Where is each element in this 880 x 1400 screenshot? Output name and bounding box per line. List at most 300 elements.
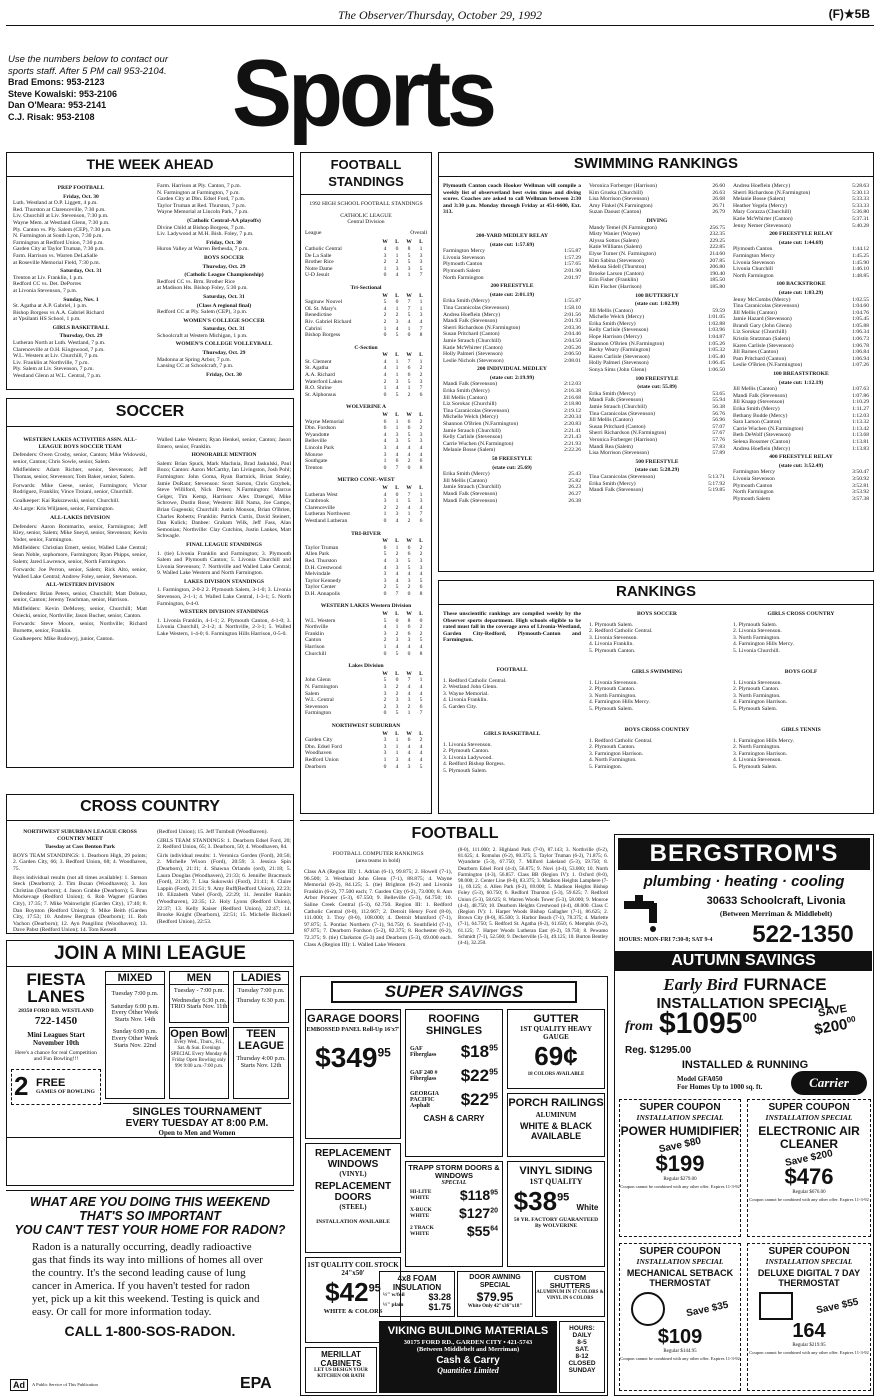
team-stat: 5 (395, 391, 399, 398)
team-stat: 5 (419, 637, 423, 644)
team-stat: 2 (419, 418, 423, 425)
result-row (443, 268, 581, 275)
result-value: 1:05.32 (708, 347, 725, 354)
result-value: 5:37.31 (852, 215, 869, 222)
result-value: 1:10.29 (852, 399, 869, 406)
result-value: 57.07 (712, 423, 725, 430)
rank-item: 4. Farmington Harrison. (733, 699, 788, 706)
result-value: 2:20.83 (564, 421, 581, 428)
garage-cents: 95 (377, 1045, 391, 1060)
result-name: North Farmington (443, 274, 484, 281)
result-value: 1:06.34 (852, 329, 869, 336)
standings-row (305, 737, 427, 744)
team-stat: 1 (407, 325, 411, 332)
result-row (443, 434, 581, 441)
result-value: 1:06.73 (852, 336, 869, 343)
list-text: Girls individual results: 1. Veronica Gorden (Ford), 20:56; 2. Michelle Wixon (Ford), 20:59; 3. Jessica Spin (Dearborn), 21:11; 4. Shawna Orlando (ord), 21:18; 5. Laura Douglas (Woodhaven), 21:33; 6. Jennifer Bracmuck (Ford), 21:36; 7. Lisa Sukowski (Ford), 21:41; 8. Claire Lappin (Ford), 21:51; 9. Amy Buff(Redford Union), 22:23; 10. Elizabeth Vabel (Ford), 22:29; 11. Jennifer Rankin (Woodhaven), 22:35; 12. Holy Lyons (Redford Union), 22:37; 13. Kelly Kaiser (Redford Union), 22:47; 14. Brooke Knight (Dearborn), 22:51; 15. Michelle Bicknell (Redford Union), 22:53. (157, 852, 291, 925)
team-stat: 3 (383, 690, 387, 697)
result-name: Jamie Strauch (Churchill) (589, 404, 647, 410)
team-stat: 5 (419, 697, 423, 704)
trapp-track: 2 TRACK WHITE (410, 1225, 434, 1237)
team-stat: 4 (407, 445, 411, 451)
bergstroms-logo: BERGSTROM'S (618, 838, 870, 870)
team-stat: 3 (419, 431, 423, 438)
staff-contacts (8, 54, 223, 123)
team-stat: 1 (395, 743, 399, 750)
vinyl-quality: 1ST QUALITY (529, 1177, 583, 1186)
standings-row (305, 438, 427, 445)
result-value: 1:13.42 (852, 425, 869, 432)
super-savings-title: SUPER SAVINGS (331, 981, 577, 1003)
team-stat: 4 (383, 557, 387, 564)
free-games-coupon[interactable] (11, 1069, 101, 1105)
list-heading: 200-YARD MEDLEY RELAY (475, 233, 549, 239)
division-name: C-Section (354, 344, 378, 351)
standings-row (305, 651, 427, 658)
standings-header: W L W L (382, 484, 423, 491)
list-heading: Thursday, Oct. 29 (202, 263, 246, 270)
result-value: 1:05.40 (708, 353, 725, 360)
swim-col3 (733, 183, 869, 502)
gutter-title: GUTTER (533, 1013, 579, 1025)
result-name: Jamie Hazard (Stevenson) (733, 316, 792, 323)
rank-item: 4. North Farmington. (589, 757, 637, 764)
standings-row (305, 624, 427, 631)
rank-list-boys-cross-country (589, 727, 725, 771)
replacement-windows-doors (305, 1143, 401, 1253)
result-name: Sherri Richardson (N.Farmington) (443, 324, 521, 331)
team-stat: 6 (407, 544, 411, 551)
standings-row (305, 518, 427, 525)
team-stat: 8 (419, 332, 423, 339)
result-value: 26.23 (568, 484, 581, 491)
football-groups (301, 239, 431, 770)
coil-cents: 95 (368, 1282, 381, 1295)
team-stat: 2 (419, 624, 423, 631)
radon-phone[interactable]: CALL 1-800-SOS-RADON. (64, 1323, 236, 1339)
cross-country-section (6, 794, 294, 934)
team-stat: 3 (383, 252, 387, 259)
list-heading: Tuesday at Cass Benton Park (44, 844, 116, 851)
rank-list-title: GIRLS TENNIS (781, 727, 821, 733)
team-stat: 2 (407, 458, 411, 465)
team-stat: 0 (419, 617, 423, 624)
swimming-intro: Plymouth Canton coach Hooker Wellman will compile a weekly list of observerland best swim times and diving scores. Coaches are asked to call Wellman between 2:30 and 3:30 p.m. Monday through Friday at 451-6600, Ext. 313. (443, 183, 581, 216)
mixed-saturday: Saturday 6:00 p.m. Every Other Week Starts Nov. 14th (111, 1002, 159, 1023)
coupon-air-cleaner[interactable] (747, 1099, 871, 1237)
porch-title: PORCH RAILINGS (508, 1097, 604, 1109)
rank-item: 4. Livonia Franklin. (443, 697, 488, 704)
team-stat: 0 (395, 245, 399, 252)
result-row (733, 266, 869, 273)
team-name: Cranbrook (305, 498, 329, 505)
result-name: Lisa Morrison (Stevenson) (589, 450, 649, 457)
epa-logo: EPA (240, 1375, 272, 1392)
bergstroms-phone[interactable]: 522-1350 (752, 921, 854, 948)
list-heading: Friday, Oct. 30 (206, 371, 242, 378)
result-row (733, 446, 869, 453)
autumn-savings-banner: AUTUMN SAVINGS (615, 951, 872, 971)
result-value: 2:03.36 (564, 324, 581, 331)
viking-address[interactable]: 30175 FORD RD., GARDEN CITY • 421-5743 (403, 1339, 533, 1346)
faucet-icon (619, 893, 679, 937)
standings-row (305, 445, 427, 452)
result-row (589, 209, 725, 216)
coupon-subtitle: INSTALLATION SPECIAL (765, 1257, 853, 1266)
result-row (733, 439, 869, 446)
merillat-cabinets (305, 1347, 377, 1393)
result-row (443, 351, 581, 358)
team-stat: 0 (383, 590, 387, 597)
rank-item: 5. Livonia Churchill. (733, 647, 780, 654)
result-value: 1:55.87 (564, 298, 581, 305)
team-name: Lutheran West (305, 491, 338, 498)
team-stat: 3 (395, 557, 399, 564)
hours-sat-time: 8-12 (575, 1353, 589, 1360)
football-rankings-section (300, 820, 610, 970)
team-stat: 0 (383, 650, 387, 657)
result-name: Sherri Richardson (N.Farmington) (733, 189, 811, 196)
team-stat: 1 (407, 385, 411, 392)
team-stat: 5 (407, 259, 411, 266)
ladies-time: Tuesday 7:00 p.m. (237, 987, 285, 994)
result-value: 185.50 (709, 277, 725, 284)
result-value: 2:04.50 (564, 337, 581, 344)
roofing-cash: CASH & CARRY (423, 1114, 485, 1123)
result-value: 1:02.55 (852, 296, 869, 303)
result-value: 1:05.45 (852, 316, 869, 323)
roofing-title: ROOFING SHINGLES (425, 1013, 483, 1037)
standings-header: W L W L (382, 352, 423, 359)
team-stat: 4 (395, 385, 399, 392)
result-name: Erika Smith (Mercy) (443, 471, 490, 478)
result-name: Katie McWhirter (Canton) (733, 215, 793, 222)
porch-railings (507, 1093, 605, 1157)
result-row (589, 417, 725, 424)
coupon-save: Save $200 (784, 1148, 834, 1169)
trapp-hilite: HI-LITE WHITE (410, 1189, 432, 1201)
result-value: 1:05.26 (708, 340, 725, 347)
result-value: 190.40 (709, 270, 725, 277)
team-stat: 4 (419, 318, 423, 325)
result-value: 1:02.88 (708, 320, 725, 327)
gutter-sub: 1ST QUALITY HEAVY GAUGE (519, 1025, 593, 1041)
result-row (733, 349, 869, 356)
team-stat: 5 (383, 617, 387, 624)
rank-item: 1. Redford Catholic Central. (589, 737, 653, 744)
team-stat: 3 (407, 697, 411, 704)
list-heading: 200 INDIVIDUAL MEDLEY (477, 366, 547, 373)
tournament-title: SINGLES TOURNAMENT (132, 1106, 262, 1118)
result-row (443, 484, 581, 491)
teen-league-label: TEEN LEAGUE (238, 1028, 284, 1052)
rank-item: 3. North Farmington. (589, 692, 637, 699)
team-stat: 4 (419, 750, 423, 757)
coupon-title: SUPER COUPON (639, 1102, 721, 1113)
team-stat: 3 (395, 511, 399, 518)
result-value: 1:11.27 (852, 406, 869, 412)
team-stat: 3 (419, 557, 423, 564)
result-name: Mandi Falk (Stevenson) (589, 487, 644, 494)
rank-item: 5. Garden City. (443, 703, 478, 710)
result-name: Kelly Carlisle (Stevenson) (443, 434, 503, 441)
team-name: De La Salle (305, 252, 332, 259)
list-text: Divine Child at Bishop Borgess, 7 p.m. (157, 224, 246, 231)
team-stat: 5 (383, 299, 387, 306)
team-stat: 7 (407, 305, 411, 312)
result-value: 185.80 (709, 283, 725, 290)
football-sub3: Central Division (347, 219, 385, 226)
staff-contact: Steve Kowalski: 953-2106 (8, 88, 118, 99)
rank-item: 1. Plymouth Salem. (733, 621, 778, 628)
coupon-setback-thermostat[interactable] (619, 1243, 741, 1391)
result-name: Karen Carlisle (Stevenson) (589, 353, 650, 360)
standings-row (305, 677, 427, 684)
rank-list-title: BOYS GOLF (784, 669, 818, 675)
list-heading: (state cut: 1:44.69) (778, 239, 824, 246)
team-stat: 6 (419, 458, 423, 465)
result-value: 59.59 (712, 307, 725, 314)
foam-f2-price: $1.75 (428, 1302, 451, 1312)
team-stat: 2 (419, 551, 423, 558)
result-name: Leslie Nichols (Stevenson) (443, 357, 504, 364)
list-text: Liv. Ladywood at M.H. Bish. Foley, 7 p.m. (157, 231, 254, 238)
section-title: Sports (232, 41, 494, 147)
result-value: 26.60 (712, 183, 725, 189)
list-text: Luth. Westland at O.P. Liggett, 4 p.m. (13, 200, 98, 207)
bergstroms-ad (614, 834, 874, 1396)
result-name: Kristin Stutzman (Salem) (733, 336, 791, 343)
list-text: Westland Glenn at W.L. Central, 7 p.m. (13, 373, 102, 380)
team-stat: 4 (407, 743, 411, 750)
result-row (733, 476, 869, 483)
list-heading: (state cut: 5:28.29) (634, 467, 680, 474)
list-heading: (state cut: 25.69) (492, 464, 532, 471)
list-heading: Thursday, Oct. 29 (202, 350, 246, 357)
cc-col1 (13, 827, 147, 934)
standings-row (305, 704, 427, 711)
result-name: Veronica Forberger (Harrison) (589, 436, 657, 443)
result-row (733, 196, 869, 203)
garage-sub: EMBOSSED PANEL Roll-Up 16'x7' (306, 1027, 400, 1033)
list-heading: (Class A regional final) (196, 302, 252, 309)
hours-label: HOURS: (569, 1325, 595, 1332)
standings-row (305, 618, 427, 625)
result-name: Jenny Nemer (Stevenson) (733, 222, 791, 229)
team-stat: 1 (395, 498, 399, 505)
result-name: Farmington Mercy (443, 248, 486, 255)
team-stat: 1 (407, 511, 411, 518)
team-stat: 2 (383, 697, 387, 704)
list-heading: Sunday, Nov. 1 (63, 296, 99, 303)
result-name: Liz Sorokac (Churchill) (733, 329, 787, 336)
list-text: N. Farmington at South Lyon, 7:30 p.m. (13, 233, 103, 240)
result-row (733, 399, 869, 406)
foam-f2: ½" plain (383, 1302, 404, 1308)
team-stat: 7 (407, 491, 411, 498)
result-row (443, 358, 581, 365)
result-row (733, 419, 869, 426)
standings-row (305, 379, 427, 386)
open-bowl-label: Open Bowl (170, 1028, 228, 1040)
list-text: Farm. Harrison at Ply. Canton, 7 p.m. (157, 183, 242, 189)
list-text: Wayne Memorial at Lincoln Park, 7 p.m. (157, 209, 249, 216)
team-stat: 2 (419, 544, 423, 551)
team-stat: 7 (407, 677, 411, 684)
ladies-label: LADIES (234, 972, 288, 985)
team-name: St. Alphonsus (305, 391, 337, 398)
list-text: at Livonia Stevenson, 7 p.m. (13, 287, 78, 294)
result-value: 1:58.10 (564, 304, 581, 311)
team-name: Trenton (305, 464, 323, 471)
furnace-model: Model GFA050 (677, 1075, 723, 1083)
team-stat: 1 (419, 491, 423, 498)
team-stat: 5 (407, 378, 411, 385)
result-row (443, 491, 581, 498)
gutter-colors: 18 COLORS AVAILABLE (527, 1072, 585, 1077)
coupon-humidifier[interactable] (619, 1099, 741, 1237)
gutter-price: 69¢ (534, 1041, 578, 1071)
result-name: Selena Bossmer (Canton) (733, 438, 791, 445)
team-stat: 2 (395, 551, 399, 558)
team-stat: 4 (383, 365, 387, 372)
team-stat: 4 (383, 624, 387, 631)
team-stat: 0 (395, 677, 399, 684)
list-heading: BOYS SOCCER (204, 254, 244, 261)
team-stat: 0 (383, 391, 387, 398)
result-row (733, 246, 869, 253)
super-savings-ad (300, 976, 608, 1396)
swim-col2 (589, 183, 725, 494)
team-stat: 3 (383, 737, 387, 744)
list-heading: 200 FREESTYLE (490, 283, 534, 290)
coupon-digital-thermostat[interactable] (747, 1243, 871, 1391)
team-stat: 0 (407, 650, 411, 657)
rank-item: 5. Plymouth Salem. (589, 705, 634, 712)
rank-item: 4. Livonia Stevenson. (733, 757, 782, 764)
list-text: (Redford Union); 15. Jeff Turnbull (Woodhaven). (157, 829, 268, 835)
result-row (443, 338, 581, 345)
result-row (443, 275, 581, 282)
team-name: Benedictine (305, 312, 332, 319)
lanes-name: FIESTA LANES (26, 970, 86, 1006)
team-stat: 2 (395, 684, 399, 690)
coupon-fine-print: Coupon cannot be combined with any other offer. Expires 11-3-92 (749, 1350, 869, 1355)
custom-shutters (535, 1271, 605, 1317)
list-text: at Ypsilanti HS School, 1 p.m. (13, 316, 81, 323)
coupon-fine-print: Coupon cannot be combined with any other offer. Expires 11-3-92 (620, 1356, 740, 1361)
door-awning-size: White Only 42"x36"x18" (467, 1304, 523, 1309)
result-value: 2:01.93 (564, 318, 581, 325)
fr-sub2: (area teams in bold) (355, 858, 401, 864)
standings-row (305, 637, 427, 644)
result-name: Jill Mellis (Canton) (733, 309, 777, 316)
list-heading: PREP FOOTBALL (57, 185, 105, 191)
trapp-special: SPECIAL (441, 1180, 467, 1186)
list-heading: WESTERN DIVISION STANDINGS (179, 609, 269, 616)
result-value: 2:05.26 (564, 344, 581, 351)
list-text: Redford CC vs. Brm. Brother Rice (157, 278, 235, 285)
staff-contact: Brad Emons: 953-2123 (8, 77, 105, 87)
standings-row (305, 365, 427, 372)
team-stat: 5 (407, 557, 411, 564)
list-text: Boys individual results (not all times available): 1. Stetson Steck (Dearborn); 2. Tim Buzan (Woodhaven); 3. Jon Christian (Dearborn); 4. Jason Grabke (Dearborn); 5. Bran Mockevage (Redford Union); 6. Rob Wagner (Garden City), 17:35; 7. Mike Wainwright (Garden City), 17:40; 8. Dan Boynton (Redford Union); 9. Mike Beith (Garden City, 17:53; 10. Andrew Bergman (Dearborn); 11. Rob Vachon (Dearborn); 12. Ayn Pangilinz (Woodhaven); 13. Dave Pabst (Redford Union); 14. Tom Kessell (13, 874, 147, 934)
rank-item: 1. Livonia Stevenson. (443, 741, 492, 748)
team-stat: 4 (383, 564, 387, 571)
result-row (443, 471, 581, 478)
viking-between: (Between Middlebelt and Merriman) (416, 1346, 520, 1353)
soccer-section (6, 398, 294, 768)
result-row (589, 430, 725, 437)
coupon-regular: Regular $676.00 (792, 1190, 826, 1195)
result-row (733, 183, 869, 190)
result-name: North Farmington (733, 489, 774, 496)
list-heading: (state cut: 1:57.69) (489, 241, 535, 248)
bergstroms-services: plumbing · heating · cooling (643, 873, 845, 890)
team-stat: 1 (395, 372, 399, 379)
team-stat: 6 (419, 584, 423, 591)
standings-row (305, 750, 427, 757)
result-value: 25.43 (568, 471, 581, 478)
result-value: 1:57.65 (564, 261, 581, 268)
team-name: John Glenn (305, 677, 331, 684)
result-value: 57.83 (712, 443, 725, 450)
list-heading: 200 FREESTYLE RELAY (769, 231, 833, 238)
result-name: Bethany Budde (Mercy) (733, 412, 788, 419)
team-name: Lincoln Park (305, 445, 335, 451)
team-stat: 0 (407, 590, 411, 597)
furnace-homes: For Homes Up to 1000 sq. ft. (677, 1083, 763, 1091)
cc-col2 (157, 827, 291, 925)
result-value: 3:50.47 (852, 469, 869, 476)
coupon-regular: Regular $279.00 (663, 1177, 697, 1182)
rank-item: 3. North Farmington. (733, 692, 781, 699)
team-stat: 3 (419, 312, 423, 319)
result-value: 1:12.03 (852, 412, 869, 419)
result-value: 2:20.34 (564, 414, 581, 421)
hours-sunday: SUNDAY (568, 1367, 596, 1374)
team-stat: 6 (407, 418, 411, 425)
standings-row (305, 505, 427, 512)
team-stat: 2 (383, 312, 387, 319)
roofing-gaf1: GAF Fiberglass (410, 1046, 437, 1058)
standings-row (305, 584, 427, 591)
list-heading: 100 BACKSTROKE (776, 281, 826, 288)
standings-header: W L W L (382, 611, 423, 618)
result-value: 2:21.43 (564, 434, 581, 441)
result-name: North Farmington (733, 272, 774, 279)
result-row (589, 277, 725, 284)
result-row (589, 334, 725, 341)
door-awning-title: DOOR AWNING SPECIAL (469, 1274, 521, 1289)
team-name: Belleville (305, 438, 327, 445)
result-name: Mandi Falk (Stevenson) (589, 397, 644, 404)
result-name: Erika Smith (Mercy) (589, 480, 636, 487)
team-stat: 0 (395, 491, 399, 498)
standings-row (305, 631, 427, 638)
list-heading: Thursday, Oct. 29 (59, 333, 103, 340)
standings-row (305, 419, 427, 426)
result-name: Andrea Hoeflein (Mercy) (733, 445, 791, 452)
standings-row (305, 332, 427, 339)
result-value: 1:07.63 (852, 386, 869, 393)
football-sub1: 1992 HIGH SCHOOL FOOTBALL STANDINGS (309, 201, 423, 207)
result-row (733, 496, 869, 503)
standings-row (305, 259, 427, 266)
result-name: Alyssa Sottos (Salem) (589, 237, 639, 244)
team-name: Northville (305, 624, 328, 631)
roofing-georgia: GEORGIA PACIFIC Asphalt (410, 1091, 439, 1109)
